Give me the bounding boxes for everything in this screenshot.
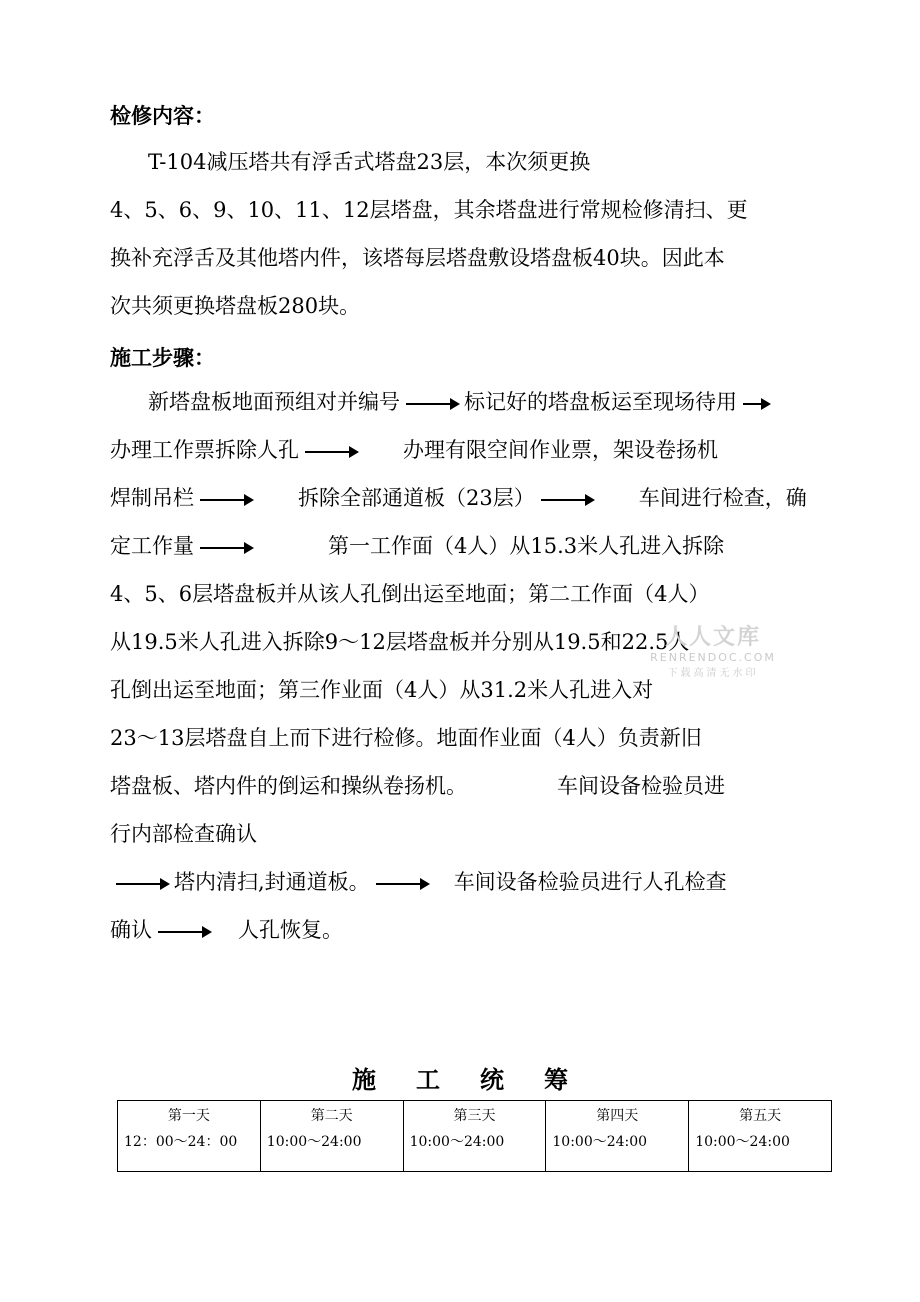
schedule-table — [117, 1100, 832, 1172]
arrow-right-icon — [541, 499, 593, 501]
day-label: 第四天 — [596, 1108, 639, 1124]
arrow-right-icon — [406, 403, 458, 405]
paragraph-line: 行内部检查确认 — [110, 822, 257, 846]
paragraph-line: 孔倒出运至地面；第三作业面（4人）从31.2米人孔进入对 — [110, 678, 654, 702]
step-text: 车间进行检查，确 — [638, 486, 807, 510]
step-text: 塔内清扫,封通道板。 — [174, 870, 370, 894]
paragraph-line: 4、5、6层塔盘板并从该人孔倒出运至地面；第二工作面（4人） — [110, 582, 710, 606]
section-heading-inspection: 检修内容： — [110, 103, 215, 128]
step-text: 办理有限空间作业票，架设卷扬机 — [403, 438, 718, 462]
watermark-site: RENRENDOC.COM — [650, 651, 776, 664]
step-text: 车间设备检验员进行人孔检查 — [453, 870, 727, 894]
step-text: 焊制吊栏 — [110, 486, 194, 510]
paragraph-line: 4、5、6、9、10、11、12层塔盘，其余塔盘进行常规检修清扫、更 — [110, 198, 748, 222]
schedule-cell — [118, 1101, 261, 1172]
day-label: 第三天 — [453, 1108, 496, 1124]
step-text: 新塔盘板地面预组对并编号 — [148, 390, 400, 414]
step-text: 车间设备检验员进 — [557, 774, 725, 798]
paragraph-line: 从19.5米人孔进入拆除9～12层塔盘板并分别从19.5和22.5人 — [110, 630, 690, 654]
schedule-cell — [689, 1101, 832, 1172]
time-range: 10:00～24:00 — [409, 1134, 505, 1150]
schedule-cell — [403, 1101, 546, 1172]
schedule-cell — [260, 1101, 403, 1172]
step-text: 第一工作面（4人）从15.3米人孔进入拆除 — [328, 534, 725, 558]
time-range: 12：00～24：00 — [124, 1134, 238, 1150]
paragraph-line: 换补充浮舌及其他塔内件，该塔每层塔盘敷设塔盘板40块。因此本 — [110, 246, 725, 270]
time-range: 10:00～24:00 — [695, 1134, 790, 1150]
step-text: 标记好的塔盘板运至现场待用 — [464, 390, 737, 414]
paragraph-line — [110, 762, 830, 810]
day-label: 第二天 — [310, 1108, 353, 1124]
arrow-right-icon — [158, 931, 210, 933]
day-label: 第一天 — [167, 1108, 210, 1124]
paragraph-line — [110, 378, 830, 426]
time-range: 10:00～24:00 — [266, 1134, 362, 1150]
schedule-cell — [546, 1101, 689, 1172]
day-label: 第五天 — [739, 1108, 782, 1124]
time-range: 10:00～24:00 — [552, 1134, 648, 1150]
arrow-right-icon — [200, 547, 252, 549]
arrow-right-icon — [305, 451, 357, 453]
section-heading-steps: 施工步骤： — [110, 345, 215, 370]
step-text: 塔盘板、塔内件的倒运和操纵卷扬机。 — [110, 774, 467, 798]
paragraph-line — [110, 522, 830, 570]
paragraph-line: 23～13层塔盘自上而下进行检修。地面作业面（4人）负责新旧 — [110, 726, 702, 750]
step-text: 定工作量 — [110, 534, 194, 558]
paragraph-line — [110, 906, 830, 954]
arrow-right-icon — [116, 883, 168, 885]
schedule-title: 施工统筹 — [352, 1065, 608, 1094]
step-text: 拆除全部通道板（23层） — [298, 486, 535, 510]
paragraph-line — [110, 858, 830, 906]
arrow-right-icon — [200, 499, 252, 501]
paragraph-line — [110, 426, 830, 474]
step-text: 人孔恢复。 — [238, 918, 343, 942]
table-row — [118, 1101, 832, 1172]
step-text: 办理工作票拆除人孔 — [110, 438, 299, 462]
watermark-tagline: 下载高清无水印 — [667, 668, 759, 679]
arrow-right-icon — [376, 883, 428, 885]
paragraph-line: 次共须更换塔盘板280块。 — [110, 294, 361, 318]
inspection-paragraph — [110, 138, 810, 330]
watermark — [648, 620, 778, 679]
arrow-right-icon — [743, 403, 769, 405]
watermark-logo: 人人文库 — [664, 625, 761, 650]
paragraph-line: T-104减压塔共有浮舌式塔盘23层，本次须更换 — [148, 150, 591, 174]
step-text: 确认 — [110, 918, 152, 942]
paragraph-line — [110, 474, 830, 522]
